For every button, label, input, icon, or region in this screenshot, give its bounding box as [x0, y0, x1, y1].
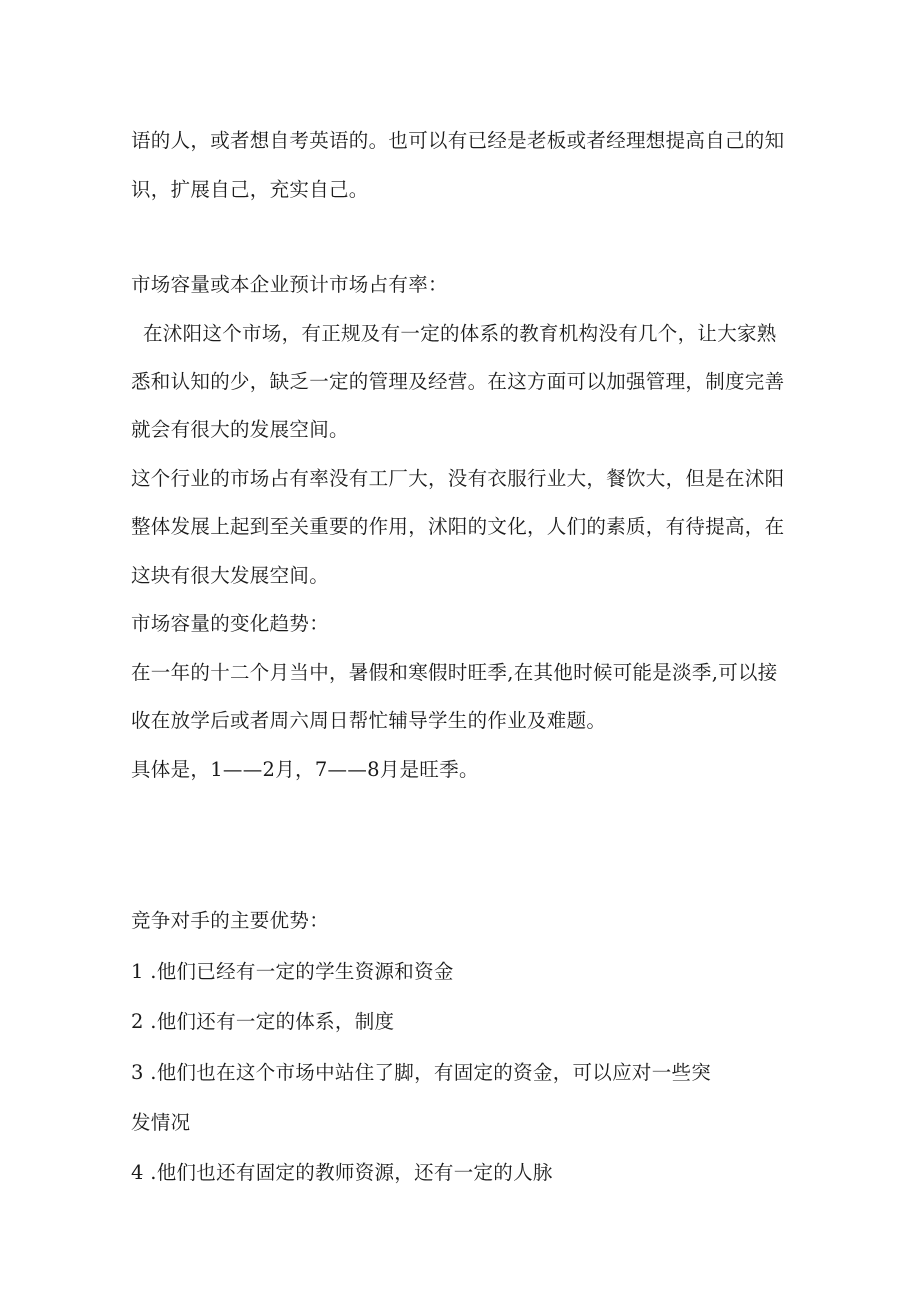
competitor-item-3: 3 .他们也在这个市场中站住了脚，有固定的资金，可以应对一些突: [131, 1061, 712, 1084]
intro-line-2: 识，扩展自己，充实自己。: [131, 178, 369, 201]
competitors-heading: 竞争对手的主要优势：: [131, 909, 330, 932]
intro-line-1: 语的人，或者想自考英语的。也可以有已经是老板或者经理想提高自己的知: [131, 129, 785, 152]
market-share-para2-line-1: 这个行业的市场占有率没有工厂大，没有衣服行业大，餐饮大，但是在沭阳: [131, 467, 785, 490]
competitor-item-4: 4 .他们也还有固定的教师资源，还有一定的人脉: [131, 1161, 553, 1184]
market-share-para2-line-2: 整体发展上起到至关重要的作用，沭阳的文化，人们的素质，有待提高，在: [131, 515, 785, 538]
market-share-heading: 市场容量或本企业预计市场占有率：: [131, 273, 448, 296]
market-share-para1-line-2: 悉和认知的少，缺乏一定的管理及经营。在这方面可以加强管理，制度完善: [131, 370, 785, 393]
market-share-para1-line-1: 在沭阳这个市场，有正规及有一定的体系的教育机构没有几个，让大家熟: [143, 322, 777, 345]
market-share-para2-line-3: 这块有很大发展空间。: [131, 564, 330, 587]
trend-heading: 市场容量的变化趋势：: [131, 612, 330, 635]
trend-para1-line-2: 收在放学后或者周六周日帮忙辅导学生的作业及难题。: [131, 709, 607, 732]
trend-para2: 具体是，1——2月，7——8月是旺季。: [131, 758, 479, 781]
trend-para1-line-1: 在一年的十二个月当中，暑假和寒假时旺季,在其他时候可能是淡季,可以接: [131, 661, 778, 684]
market-share-para1-line-3: 就会有很大的发展空间。: [131, 418, 349, 441]
competitor-item-2: 2 .他们还有一定的体系，制度: [131, 1010, 395, 1033]
competitor-item-3-continued: 发情况: [131, 1111, 191, 1134]
competitor-item-1: 1 .他们已经有一定的学生资源和资金: [131, 960, 454, 983]
